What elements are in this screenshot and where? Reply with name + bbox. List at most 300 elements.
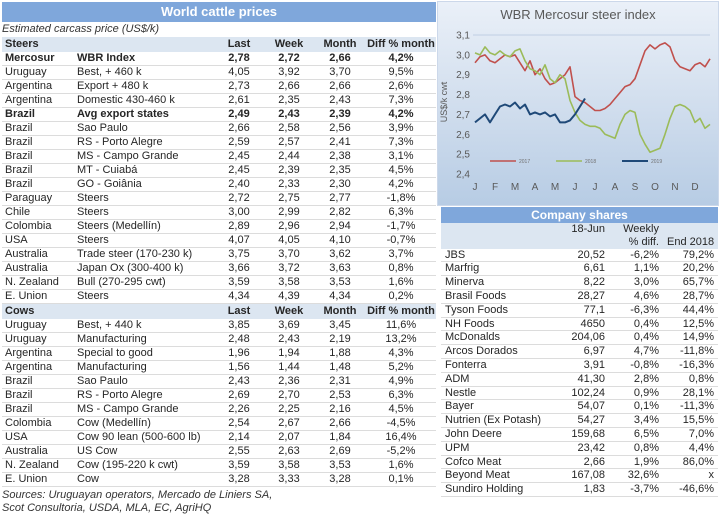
company-row [441,441,718,455]
steers-cell-diff: 7,3% [366,94,436,108]
steers-cell-last: 3,66 [214,262,264,276]
company-row [441,276,718,290]
shares-subheader-row-2 [441,236,718,249]
cows-row [2,361,436,375]
steers-cell-last: 2,89 [214,220,264,234]
steers-cell-country: E. Union [2,290,74,304]
steers-cell-detail: Steers (Medellín) [74,220,214,234]
cows-cell-country: Argentina [2,347,74,361]
steers-cell-week: 3,92 [264,66,314,80]
company-cell-end2018: 28,7% [663,289,718,303]
col-diff: Diff % month [367,305,435,317]
company-cell-weekly: 3,4% [609,414,663,428]
steers-cell-diff: -0,7% [366,234,436,248]
y-tick-label: 2,9 [456,70,470,82]
steers-cell-week: 4,05 [264,234,314,248]
steers-cell-detail: GO - Goiânia [74,178,214,192]
company-cell-name: Nestle [441,386,549,400]
cows-cell-country: E. Union [2,473,74,487]
company-cell-name: ADM [441,372,549,386]
steers-cell-diff: 7,3% [366,136,436,150]
steers-cell-month: 2,35 [314,164,366,178]
cows-cell-detail: Cow (195-220 k cwt) [74,459,214,473]
steers-cell-week: 2,35 [264,94,314,108]
company-cell-weekly: 6,5% [609,427,663,441]
company-row [441,483,718,497]
company-cell-weekly: 0,8% [609,441,663,455]
steers-cell-month: 2,82 [314,206,366,220]
steers-cell-diff: 3,7% [366,248,436,262]
x-tick-label: M [510,182,520,193]
steers-cell-detail: Sao Paulo [74,122,214,136]
spacer-cell [663,223,718,236]
cattle-prices-table [2,37,436,487]
cows-cell-week: 1,44 [264,361,314,375]
cows-cell-month: 2,19 [314,333,366,347]
steers-cell-detail: MT - Cuiabá [74,164,214,178]
cows-cell-month: 3,53 [314,459,366,473]
steers-cell-month: 3,62 [314,248,366,262]
steers-cell-country: Brazil [2,164,74,178]
company-cell-end2018: -11,3% [663,400,718,414]
series-line-2019 [475,99,585,123]
steers-cell-diff: -1,8% [366,192,436,206]
steers-cell-detail: WBR Index [74,52,214,66]
cows-cell-month: 1,88 [314,347,366,361]
chart-title: WBR Mercosur steer index [500,7,656,22]
company-cell-end2018: 65,7% [663,276,718,290]
legend-label-2019: 2019 [651,159,663,165]
steers-cell-last: 4,34 [214,290,264,304]
steers-row [2,206,436,220]
steers-cell-diff: 9,5% [366,66,436,80]
company-cell-end2018: -11,8% [663,345,718,359]
x-tick-label: J [592,182,598,193]
steers-cell-country: Colombia [2,220,74,234]
cows-cell-month: 2,69 [314,445,366,459]
steers-cell-last: 4,07 [214,234,264,248]
col-week: Week [264,37,314,52]
y-tick-label: 2,8 [456,90,470,102]
cows-cell-diff: 16,4% [366,431,436,445]
steers-cell-country: USA [2,234,74,248]
cows-cell-detail: Manufacturing [74,333,214,347]
company-cell-weekly: 4,7% [609,345,663,359]
steers-cell-country: Brazil [2,178,74,192]
cows-header-row [2,304,436,320]
company-cell-end2018: -46,6% [663,483,718,497]
steers-cell-week: 2,57 [264,136,314,150]
cows-cell-diff: 6,3% [366,389,436,403]
shares-subheader-row-1 [441,223,718,236]
company-cell-end2018: -16,3% [663,358,718,372]
steers-cell-detail: Steers [74,206,214,220]
cows-row [2,403,436,417]
col-date: 18-Jun [549,223,609,236]
company-row [441,317,718,331]
x-tick-label: D [691,182,699,193]
cows-cell-week: 3,58 [264,459,314,473]
steers-cell-country: Brazil [2,150,74,164]
steers-cell-month: 3,70 [314,66,366,80]
company-cell-name: Arcos Dorados [441,345,549,359]
company-cell-price: 159,68 [549,427,609,441]
cows-cell-diff: -4,5% [366,417,436,431]
steers-cell-week: 2,72 [264,52,314,66]
cows-row [2,333,436,347]
cows-cell-last: 2,14 [214,431,264,445]
company-row [441,455,718,469]
steers-cell-country: Brazil [2,108,74,122]
steers-cell-country: Australia [2,248,74,262]
company-cell-price: 77,1 [549,303,609,317]
company-cell-end2018: 4,4% [663,441,718,455]
y-tick-label: 3,0 [456,50,470,62]
cows-cell-last: 2,54 [214,417,264,431]
steers-cell-last: 2,66 [214,122,264,136]
cows-rows [2,319,436,487]
company-shares-header [441,223,718,249]
company-cell-weekly: 32,6% [609,469,663,483]
company-row [441,289,718,303]
steers-cell-last: 2,45 [214,150,264,164]
company-cell-name: Sundiro Holding [441,483,549,497]
spacer-cell [74,37,214,52]
cows-row [2,445,436,459]
steers-cell-week: 2,43 [264,108,314,122]
cows-cell-week: 2,63 [264,445,314,459]
steers-cell-diff: 4,2% [366,178,436,192]
cows-cell-diff: 4,9% [366,375,436,389]
steers-row [2,66,436,80]
x-tick-label: J [572,182,578,193]
cows-cell-diff: 13,2% [366,333,436,347]
cows-cell-month: 2,16 [314,403,366,417]
steers-cell-last: 4,05 [214,66,264,80]
company-shares-rows [441,249,718,497]
steers-cell-detail: Trade steer (170-230 k) [74,248,214,262]
col-diff: Diff % month [367,38,435,50]
cows-cell-month: 2,31 [314,375,366,389]
x-tick-label: S [631,182,639,193]
steers-row [2,234,436,248]
sources-note [2,489,436,515]
company-cell-name: Fonterra [441,358,549,372]
company-cell-price: 167,08 [549,469,609,483]
company-shares-table [441,223,718,497]
x-tick-label: N [671,182,679,193]
cows-cell-country: Australia [2,445,74,459]
cows-cell-diff: -5,2% [366,445,436,459]
steers-cell-week: 2,96 [264,220,314,234]
steers-row [2,122,436,136]
col-month: Month [314,37,366,52]
cows-cell-diff: 5,2% [366,361,436,375]
steers-row [2,150,436,164]
chart-plot-area [438,2,718,205]
steers-cell-country: Paraguay [2,192,74,206]
steers-row [2,248,436,262]
company-cell-price: 23,42 [549,441,609,455]
cows-cell-month: 3,45 [314,319,366,333]
steers-cell-last: 3,00 [214,206,264,220]
sources-line-1: Sources: Uruguayan operators, Mercado de Liniers SA, [2,489,273,501]
steers-header [2,37,436,52]
steers-row [2,52,436,66]
steers-cell-country: Mercosur [2,52,74,66]
company-cell-weekly: 1,9% [609,455,663,469]
cows-cell-diff: 4,3% [366,347,436,361]
cows-cell-last: 2,48 [214,333,264,347]
cows-cell-month: 3,28 [314,473,366,487]
cows-cell-country: Brazil [2,375,74,389]
cows-cell-month: 1,48 [314,361,366,375]
company-cell-price: 54,07 [549,400,609,414]
company-cell-price: 41,30 [549,372,609,386]
company-row [441,345,718,359]
cows-cell-week: 3,69 [264,319,314,333]
company-cell-weekly: 1,1% [609,262,663,276]
steers-row [2,276,436,290]
company-row [441,303,718,317]
company-row [441,414,718,428]
steers-cell-month: 2,56 [314,122,366,136]
cows-cell-detail: Cow [74,473,214,487]
company-cell-weekly: 0,1% [609,400,663,414]
cows-cell-last: 2,43 [214,375,264,389]
cows-cell-last: 2,55 [214,445,264,459]
steers-cell-week: 2,33 [264,178,314,192]
steers-cell-week: 2,39 [264,164,314,178]
cows-cell-country: Colombia [2,417,74,431]
steers-cell-country: Chile [2,206,74,220]
company-cell-end2018: 14,9% [663,331,718,345]
company-row [441,262,718,276]
steers-cell-week: 2,58 [264,122,314,136]
cows-cell-last: 1,56 [214,361,264,375]
cows-row [2,431,436,445]
cows-cell-detail: US Cow [74,445,214,459]
cows-cell-country: Brazil [2,389,74,403]
steers-cell-week: 2,99 [264,206,314,220]
legend-label-2018: 2018 [585,159,597,165]
steers-cell-last: 2,45 [214,164,264,178]
company-cell-end2018: 86,0% [663,455,718,469]
cows-row [2,389,436,403]
company-row [441,372,718,386]
company-cell-price: 28,27 [549,289,609,303]
steers-cell-detail: Best, + 460 k [74,66,214,80]
steers-cell-month: 2,41 [314,136,366,150]
steers-cell-diff: 1,6% [366,276,436,290]
company-cell-name: Minerva [441,276,549,290]
steers-header-row [2,37,436,52]
company-shares-panel [441,207,718,497]
spacer-cell [74,304,214,320]
steers-row [2,178,436,192]
company-cell-price: 6,97 [549,345,609,359]
cows-header [2,304,436,320]
company-cell-end2018: 20,2% [663,262,718,276]
company-cell-weekly: -6,3% [609,303,663,317]
cows-cell-week: 2,07 [264,431,314,445]
chart-y-axis-label: US$/k cwt [439,81,449,123]
carcass-price-subtitle: Estimated carcass price (US$/k) [2,23,160,35]
cows-cell-week: 3,33 [264,473,314,487]
steers-cell-country: Brazil [2,122,74,136]
cows-row [2,375,436,389]
company-row [441,400,718,414]
cows-cell-country: N. Zealand [2,459,74,473]
x-tick-label: F [491,182,499,193]
col-weekly-line2: % diff. [609,236,663,249]
cows-cell-diff: 1,6% [366,459,436,473]
steers-cell-detail: Domestic 430-460 k [74,94,214,108]
cows-row [2,417,436,431]
cows-cell-diff: 11,6% [366,319,436,333]
company-cell-price: 20,52 [549,249,609,262]
steers-cell-country: Australia [2,262,74,276]
steers-cell-last: 3,75 [214,248,264,262]
col-week: Week [264,304,314,320]
steers-cell-detail: Steers [74,192,214,206]
steers-cell-detail: Export + 480 k [74,80,214,94]
y-tick-label: 2,4 [456,169,470,181]
company-cell-end2018: 7,0% [663,427,718,441]
steers-cell-week: 4,39 [264,290,314,304]
company-cell-name: Bayer [441,400,549,414]
cows-cell-detail: Best, + 440 k [74,319,214,333]
steers-cell-last: 2,73 [214,80,264,94]
x-tick-label: J [472,182,478,193]
company-cell-weekly: 0,9% [609,386,663,400]
company-cell-end2018: 79,2% [663,249,718,262]
company-row [441,331,718,345]
company-cell-price: 8,22 [549,276,609,290]
company-cell-price: 54,27 [549,414,609,428]
cows-cell-country: USA [2,431,74,445]
cows-cell-detail: Special to good [74,347,214,361]
company-cell-weekly: -0,8% [609,358,663,372]
cows-cell-country: Uruguay [2,319,74,333]
steers-cell-last: 2,72 [214,192,264,206]
company-row [441,249,718,262]
company-row [441,469,718,483]
steers-cell-diff: -1,7% [366,220,436,234]
company-cell-name: Beyond Meat [441,469,549,483]
company-cell-name: Tyson Foods [441,303,549,317]
company-cell-name: Brasil Foods [441,289,549,303]
x-tick-label: O [651,182,659,193]
steers-cell-detail: Bull (270-295 cwt) [74,276,214,290]
steers-cell-month: 2,30 [314,178,366,192]
company-row [441,358,718,372]
company-cell-name: JBS [441,249,549,262]
company-cell-name: McDonalds [441,331,549,345]
steers-cell-week: 2,44 [264,150,314,164]
steers-row [2,164,436,178]
cows-cell-month: 2,53 [314,389,366,403]
y-tick-label: 2,7 [456,109,470,121]
cows-row [2,319,436,333]
company-cell-price: 2,66 [549,455,609,469]
steers-row [2,136,436,150]
steers-row [2,192,436,206]
cows-cell-diff: 4,5% [366,403,436,417]
spacer-cell [441,223,549,236]
steers-cell-diff: 4,2% [366,52,436,66]
cows-cell-detail: MS - Campo Grande [74,403,214,417]
steers-cell-detail: Japan Ox (300-400 k) [74,262,214,276]
steers-row [2,290,436,304]
steers-row [2,108,436,122]
steers-cell-month: 4,10 [314,234,366,248]
steers-cell-diff: 6,3% [366,206,436,220]
steers-row [2,220,436,234]
steers-cell-last: 2,40 [214,178,264,192]
cows-cell-detail: Cow 90 lean (500-600 lb) [74,431,214,445]
steers-cell-last: 2,49 [214,108,264,122]
company-cell-name: UPM [441,441,549,455]
steers-cell-diff: 4,5% [366,164,436,178]
series-line-2018 [475,47,710,152]
steers-cell-month: 2,77 [314,192,366,206]
cows-cell-country: Uruguay [2,333,74,347]
steers-section-label: Steers [2,37,74,52]
steers-cell-country: Argentina [2,80,74,94]
steers-cell-month: 4,34 [314,290,366,304]
company-cell-end2018: 0,8% [663,372,718,386]
steers-row [2,94,436,108]
steers-cell-detail: RS - Porto Alegre [74,136,214,150]
cows-row [2,459,436,473]
x-tick-label: A [531,182,539,193]
steers-cell-last: 2,78 [214,52,264,66]
company-cell-name: John Deere [441,427,549,441]
steers-cell-detail: MS - Campo Grande [74,150,214,164]
company-cell-weekly: -6,2% [609,249,663,262]
company-cell-weekly: 0,4% [609,331,663,345]
company-cell-price: 6,61 [549,262,609,276]
cows-cell-country: Argentina [2,361,74,375]
company-cell-weekly: 2,8% [609,372,663,386]
company-cell-price: 102,24 [549,386,609,400]
steers-cell-last: 3,59 [214,276,264,290]
steers-row [2,262,436,276]
steers-cell-week: 2,75 [264,192,314,206]
cows-cell-week: 2,25 [264,403,314,417]
steers-cell-diff: 2,6% [366,80,436,94]
steers-cell-month: 2,38 [314,150,366,164]
company-cell-end2018: x [663,469,718,483]
company-cell-end2018: 28,1% [663,386,718,400]
steers-cell-last: 2,59 [214,136,264,150]
steers-cell-month: 2,66 [314,52,366,66]
cows-row [2,347,436,361]
spacer-cell [441,236,549,249]
company-cell-weekly: 3,0% [609,276,663,290]
cows-cell-last: 3,85 [214,319,264,333]
company-row [441,386,718,400]
company-cell-price: 4650 [549,317,609,331]
cows-cell-detail: Manufacturing [74,361,214,375]
cows-cell-last: 2,26 [214,403,264,417]
steers-cell-country: N. Zealand [2,276,74,290]
steers-cell-country: Uruguay [2,66,74,80]
steers-cell-diff: 4,2% [366,108,436,122]
mercosur-steer-index-chart [437,1,719,206]
cattle-prices-panel [2,2,436,515]
